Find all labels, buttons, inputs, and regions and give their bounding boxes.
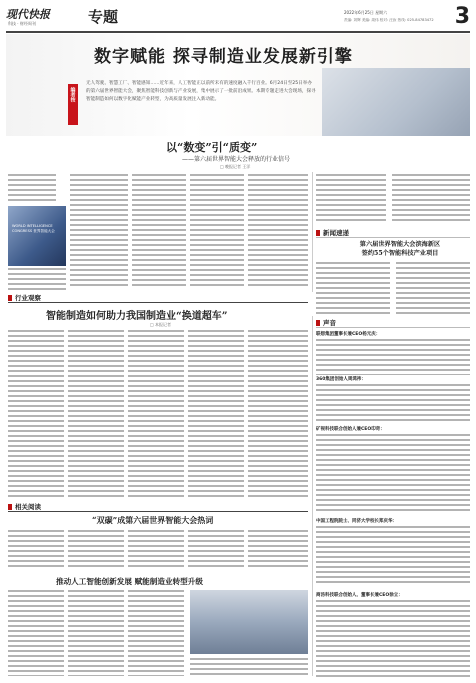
page-number: 3 [454, 4, 470, 29]
industry-rule [8, 302, 308, 303]
editor-note-text: 编者按 [69, 87, 76, 102]
news-body-2 [396, 262, 470, 314]
col-divider [312, 172, 313, 292]
section-label: 专题 [88, 8, 119, 26]
industry-title: 智能制造如何助力我国制造业“换道超车” [46, 311, 228, 322]
lead-subtitle: ——第六届世界智能大会释放的行业信号 [182, 156, 291, 163]
voice-section-head [316, 318, 336, 327]
lead-title: 以“数变”引“质变” [166, 141, 258, 154]
lead-col-1 [8, 174, 56, 204]
lead-byline: □ 晚报记者 王洋 [220, 164, 251, 169]
lead-col-5 [248, 174, 308, 286]
industry-byline: □ 本报记者 [150, 322, 172, 327]
related1-col-3 [128, 530, 184, 570]
masthead [6, 4, 470, 30]
banner [6, 34, 470, 136]
robot-arm-illustration [322, 68, 470, 136]
paper-name: 现代快报 [6, 8, 50, 21]
news-title: 第六届世界智能大会滨海新区 签约55个智能科技产业项目 [359, 241, 441, 257]
lead-col-2 [70, 174, 128, 286]
wic-photo [8, 206, 66, 266]
voice-body-4 [316, 526, 470, 586]
related2-col-2 [68, 590, 124, 676]
related-section-head [8, 502, 41, 511]
related1-col-5 [248, 530, 308, 570]
lead-col-6 [316, 174, 386, 224]
related1-col-1 [8, 530, 64, 570]
industry-col-2 [68, 330, 124, 498]
industry-col-4 [188, 330, 244, 498]
voice-speaker-1: 联想集团董事长兼CEO杨元庆： [316, 332, 381, 337]
related-mark-icon [8, 504, 12, 510]
col-divider-2 [312, 316, 313, 676]
lead-headline [6, 139, 470, 171]
news-label: 新闻速递 [323, 229, 349, 237]
voice-speaker-5: 商汤科技联合创始人、董事长兼CEO徐立： [316, 593, 403, 598]
voice-quote-1 [316, 331, 470, 375]
related1-col-4 [188, 530, 244, 570]
voice-speaker-3: 矿视科技联合创始人兼CEO印奇： [316, 427, 385, 432]
voice-rule [316, 327, 470, 328]
lead-col-1b [8, 268, 66, 290]
voice-mark-icon [316, 320, 320, 326]
related1-col-2 [68, 530, 124, 570]
voice-label: 声音 [323, 319, 336, 327]
related-label: 相关阅读 [15, 503, 41, 511]
voice-quote-4 [316, 518, 470, 586]
related-title-1: “双碳”成第六届世界智能大会热词 [92, 515, 214, 525]
voice-quote-5 [316, 592, 470, 680]
industry-col-1 [8, 330, 64, 498]
related2-col-3 [128, 590, 184, 676]
industry-col-3 [128, 330, 184, 498]
date-line: 2022年6月25日 星期六 [344, 10, 388, 15]
lead-col-3 [132, 174, 186, 286]
editor-note-tag [68, 84, 78, 125]
lead-col-4 [190, 174, 244, 286]
paper-sub: 科技 · 财经周刊 [8, 21, 36, 26]
related-title-2: 推动人工智能创新发展 赋能制造业转型升级 [56, 577, 203, 586]
industry-mark-icon [8, 295, 12, 301]
news-body-1 [316, 262, 390, 314]
industry-section-head [8, 293, 41, 302]
news-mark-icon [316, 230, 320, 236]
voice-body-3 [316, 434, 470, 514]
voice-quote-2 [316, 376, 470, 424]
voice-body-2 [316, 384, 470, 424]
lead-col-7 [392, 174, 470, 224]
banner-intro: 无人驾驶、智慧工厂、智能感知……近年来，人工智能正以前所未有的速度融入千行百业。6月24日至25日举办的第六届世界智能大会，聚焦智能科技创新与产业发展，集中展示了一批前沿成果。本期专题走进大会现场，探寻智能制造如何以数字化赋能产业转型，为高质量发展注入新动能。 [86, 81, 316, 102]
masthead-rule [6, 31, 470, 33]
news-section-head [316, 228, 349, 237]
news-rule [316, 237, 470, 238]
related2-col-1 [8, 590, 64, 676]
related-rule [8, 511, 308, 512]
voice-speaker-4: 中国工程院院士、同济大学校长郑庆华： [316, 519, 397, 524]
voice-quote-3 [316, 426, 470, 514]
industry-label: 行业观察 [15, 294, 41, 302]
editors-line: 责编: 刘辉 美编: 周伟 校对: 汪汝 热线: 025-84783472 [344, 18, 434, 22]
wic-photo-caption: WORLD INTELLIGENCE CONGRESS 世界智能大会 [12, 224, 55, 233]
voice-body-1 [316, 339, 470, 375]
voice-speaker-2: 360集团创始人周鸿祎： [316, 377, 366, 382]
voice-body-5 [316, 600, 470, 680]
conference-photo [190, 590, 308, 654]
related2-col-5 [190, 658, 308, 676]
banner-title: 数字赋能 探寻制造业发展新引擎 [94, 47, 353, 67]
industry-col-5 [248, 330, 308, 498]
